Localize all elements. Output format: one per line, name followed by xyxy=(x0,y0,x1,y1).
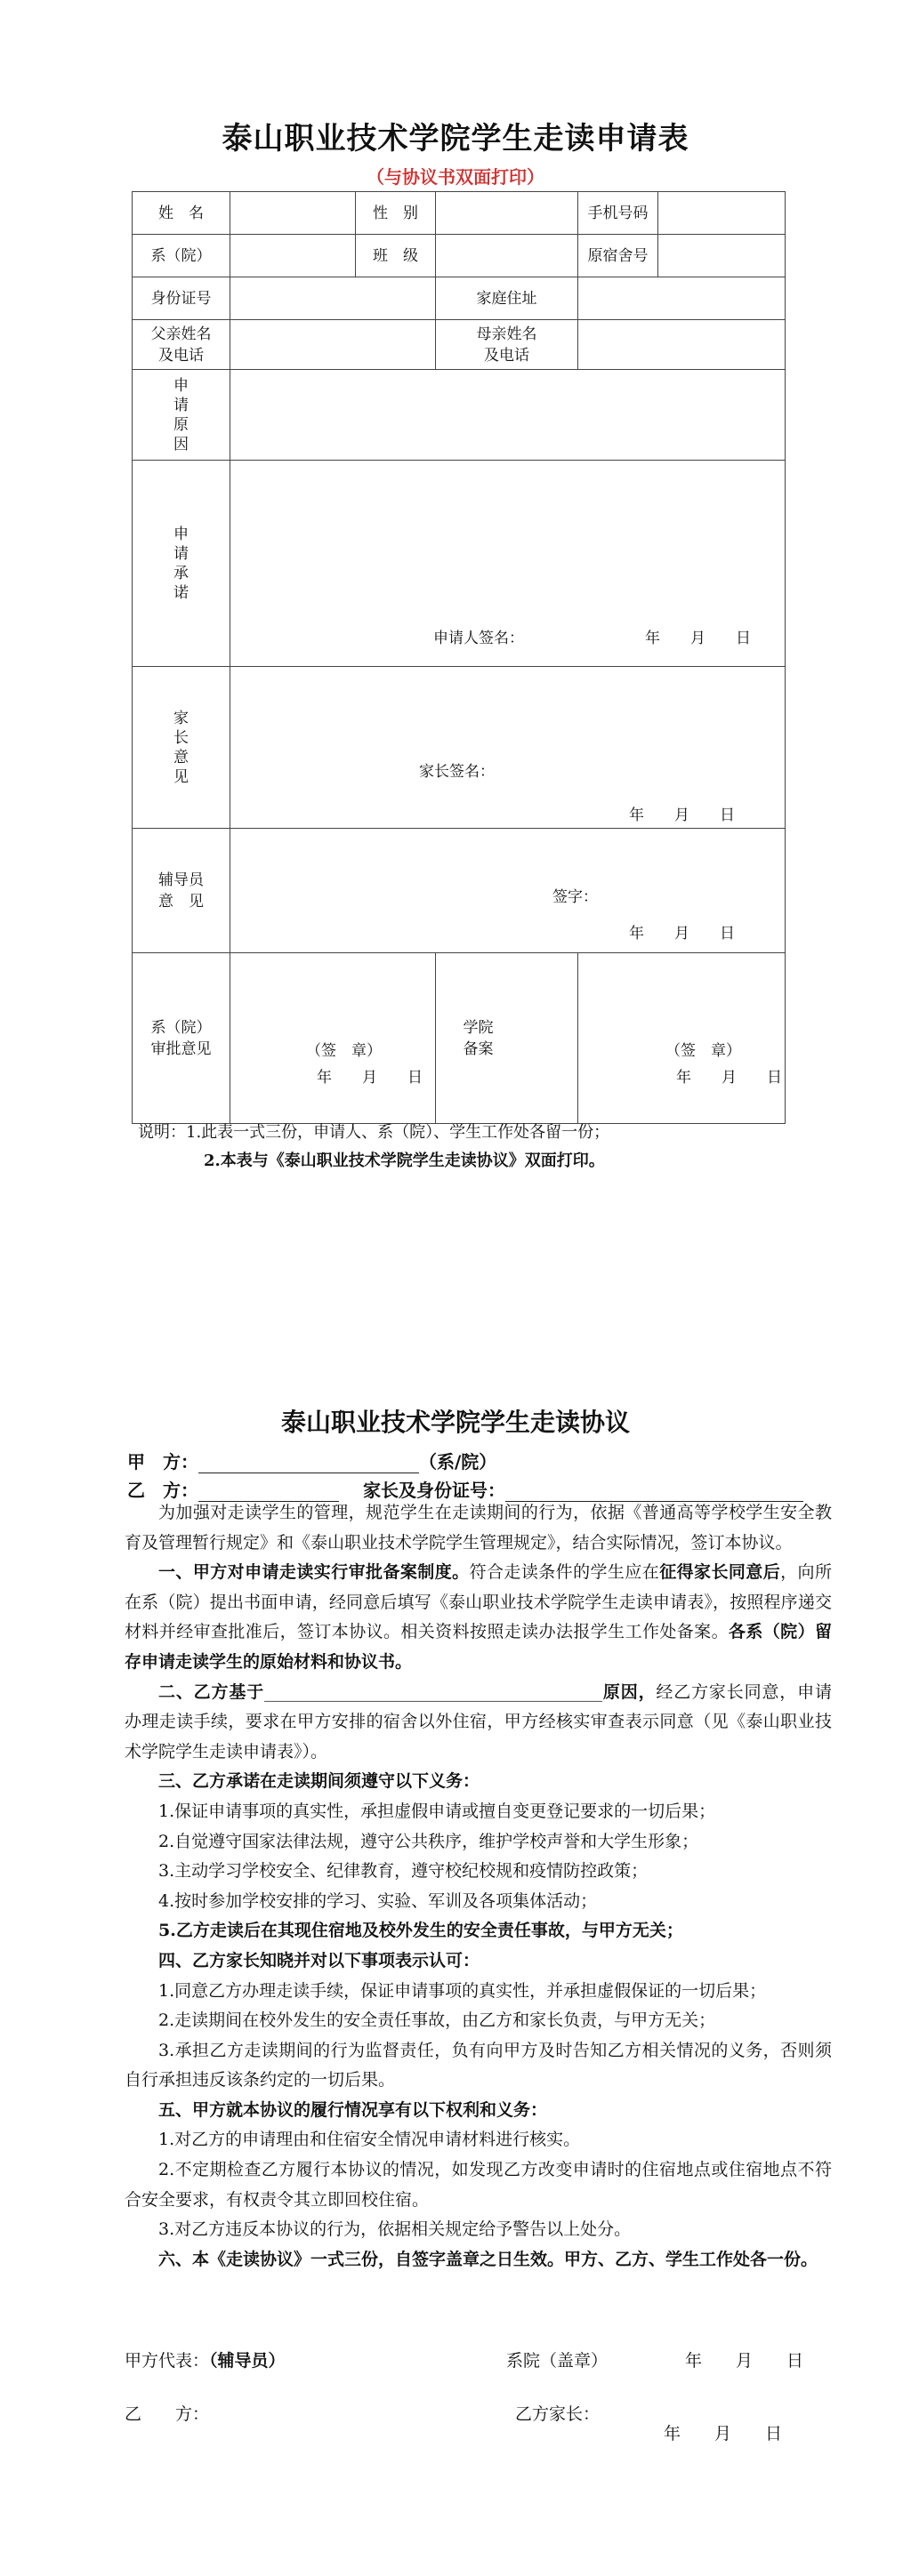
college-record-line2: 备案 xyxy=(463,1039,494,1058)
agreement-date: 年 月 日 xyxy=(685,2351,804,2371)
reason-char: 原 xyxy=(173,415,189,434)
home-address-label: 家庭住址 xyxy=(436,277,578,320)
gender-field[interactable] xyxy=(436,192,578,235)
paragraph-text: 为加强对走读学生的管理，规范学生在走读期间的行为，依据《普通高等学校学生安全教育及管理暂行规定》和《泰山职业技术学院学生管理规定》，结合实际情况，签订本协议。 xyxy=(125,1503,832,1553)
dept-approval-label xyxy=(133,953,230,1124)
paragraph-text: 3.主动学习学校安全、纪律教育，遵守校纪校规和疫情防控政策； xyxy=(158,1861,649,1882)
parent-opinion-label xyxy=(133,667,230,829)
paragraph-text: 5.乙方走读后在其现住宿地及校外发生的安全责任事故，与甲方无关； xyxy=(158,1921,683,1941)
applicant-signature-label: 申请人签名： xyxy=(433,630,524,647)
note-2: 2.本表与《泰山职业技术学院学生走读协议》双面打印。 xyxy=(204,1152,605,1170)
class-field[interactable] xyxy=(436,235,578,277)
reason-char: 因 xyxy=(173,435,189,453)
paragraph-text: 2.走读期间在校外发生的安全责任事故，由乙方和家长负责，与甲方无关； xyxy=(158,2010,716,2031)
father-field[interactable] xyxy=(230,320,436,370)
dorm-field[interactable] xyxy=(658,235,786,277)
agreement-date-2: 年 月 日 xyxy=(664,2424,783,2444)
parent-opinion-char: 长 xyxy=(173,728,189,747)
agreement-paragraph xyxy=(125,2036,832,2096)
parent-opinion-field[interactable] xyxy=(230,667,786,829)
paragraph-text: 3.对乙方违反本协议的行为，依据相关规定给予警告以上处分。 xyxy=(158,2219,632,2240)
parent-opinion-char: 见 xyxy=(173,767,189,786)
party-a-field[interactable] xyxy=(198,1453,419,1473)
party-a-suffix: （系/院） xyxy=(419,1451,497,1473)
commitment-field[interactable] xyxy=(230,461,786,667)
father-label xyxy=(133,320,230,370)
agreement-paragraph xyxy=(125,1498,832,1558)
party-b-sign-label: 乙 方： xyxy=(125,2404,210,2424)
applicant-date: 年 月 日 xyxy=(645,630,751,647)
mother-field[interactable] xyxy=(578,320,786,370)
agreement-paragraph xyxy=(125,2155,832,2215)
rep-a-role: （辅导员） xyxy=(209,2351,286,2371)
agreement-paragraph xyxy=(125,1916,832,1946)
parent-opinion-char: 家 xyxy=(173,709,189,727)
reason-label xyxy=(133,370,230,461)
agreement-paragraph xyxy=(125,2125,832,2155)
party-a-line xyxy=(127,1448,496,1473)
dept-seal: （签 章） xyxy=(306,1042,382,1060)
paragraph-text: 1.同意乙方办理走读手续，保证申请事项的真实性，并承担虚假保证的一切后果； xyxy=(158,1980,767,2001)
paragraph-text: 五、甲方就本协议的履行情况享有以下权利和义务： xyxy=(158,2099,548,2120)
parent-sign-label: 乙方家长： xyxy=(515,2404,601,2424)
paragraph-text: 经乙方家长同意，申请办理走读手续，要求在甲方安排的宿舍以外住宿，甲方经核实审查表示同意（见《泰山职业技术学院学生走读申请表》）。 xyxy=(125,1681,832,1761)
agreement-paragraph xyxy=(125,2096,832,2126)
agreement-body xyxy=(125,1498,832,2275)
paragraph-text: 三、乙方承诺在走读期间须遵守以下义务： xyxy=(158,1771,480,1792)
paragraph-text: 3.承担乙方走读期间的行为监督责任，负有向甲方及时告知乙方相关情况的义务，否则须自行承担违反该条约定的一切后果。 xyxy=(125,2040,832,2090)
agreement-paragraph xyxy=(125,1797,832,1827)
party-b-label: 乙 方： xyxy=(127,1480,198,1501)
dept-seal-label: 系院（盖章） xyxy=(506,2351,609,2371)
father-label-line2: 及电话 xyxy=(158,346,204,365)
agreement-paragraph xyxy=(125,2245,832,2275)
commitment-char: 诺 xyxy=(173,583,189,602)
id-number-label: 身份证号 xyxy=(133,277,230,320)
reason-char: 请 xyxy=(173,396,189,414)
counselor-label-line1: 辅导员 xyxy=(158,871,204,889)
paragraph-text: 2.自觉遵守国家法律法规，遵守公共秩序，维护学校声誉和大学生形象； xyxy=(158,1831,699,1851)
reason-field[interactable] xyxy=(230,370,786,461)
form-subtitle: （与协议书双面打印） xyxy=(367,166,544,188)
dept-approval-line2: 审批意见 xyxy=(150,1039,212,1058)
reason-char: 申 xyxy=(173,376,189,395)
dept-approval-line1: 系（院） xyxy=(150,1018,212,1037)
agreement-paragraph xyxy=(125,1946,832,1977)
paragraph-text: 原因， xyxy=(602,1681,657,1702)
name-field[interactable] xyxy=(230,192,356,235)
paragraph-text: 各系（院）留存申请走读学生的原始材料和协议书。 xyxy=(125,1622,832,1672)
home-address-field[interactable] xyxy=(578,277,786,320)
note-1: 说明：1.此表一式三份，申请人、系（院）、学生工作处各留一份； xyxy=(138,1123,610,1142)
class-label: 班 级 xyxy=(356,235,436,277)
paragraph-text: 六、本《走读协议》一式三份，自签字盖章之日生效。甲方、乙方、学生工作处各一份。 xyxy=(158,2249,818,2269)
paragraph-text: 4.按时参加学校安排的学习、实验、军训及各项集体活动； xyxy=(158,1890,598,1911)
mother-label-line1: 母亲姓名 xyxy=(476,325,537,343)
mother-label-line2: 及电话 xyxy=(484,346,529,365)
gender-label: 性 别 xyxy=(356,192,436,235)
commitment-label xyxy=(133,461,230,667)
paragraph-text: 一、甲方对申请走读实行审批备案制度。 xyxy=(158,1562,470,1583)
agreement-paragraph xyxy=(125,2215,832,2245)
agreement-title: 泰山职业技术学院学生走读协议 xyxy=(280,1408,630,1437)
dept-approval-field[interactable] xyxy=(230,953,436,1124)
id-number-field[interactable] xyxy=(230,277,436,320)
name-label: 姓 名 xyxy=(133,192,230,235)
college-record-label xyxy=(436,953,578,1124)
paragraph-text: 1.保证申请事项的真实性，承担虚假申请或擅自变更登记要求的一切后果； xyxy=(158,1801,716,1821)
agreement-paragraph xyxy=(125,1827,832,1858)
father-label-line1: 父亲姓名 xyxy=(150,325,212,343)
agreement-paragraph xyxy=(125,1678,832,1768)
commitment-char: 申 xyxy=(173,525,189,543)
rep-a xyxy=(125,2347,286,2371)
parent-date: 年 月 日 xyxy=(629,807,735,824)
agreement-paragraph xyxy=(125,1887,832,1917)
mother-label xyxy=(436,320,578,370)
paragraph-text: 征得家长同意后 xyxy=(659,1562,781,1583)
paragraph-text: 符合走读条件的学生应在 xyxy=(469,1562,660,1583)
phone-label: 手机号码 xyxy=(578,192,658,235)
college-date: 年 月 日 xyxy=(676,1069,782,1087)
commitment-char: 请 xyxy=(173,544,189,563)
paragraph-text: 二、乙方基于 xyxy=(158,1681,265,1702)
agreement-paragraph xyxy=(125,1977,832,2007)
paragraph-text: 2.不定期检查乙方履行本协议的情况，如发现乙方改变申请时的住宿地点或住宿地点不符合安全要求，有权责令其立即回校住宿。 xyxy=(125,2160,832,2210)
parent-opinion-char: 意 xyxy=(173,748,189,766)
department-label: 系（院） xyxy=(133,235,230,277)
agreement-paragraph xyxy=(125,2006,832,2036)
college-record-line1: 学院 xyxy=(463,1018,494,1037)
application-table xyxy=(132,191,786,1124)
parent-id-label: 家长及身份证号： xyxy=(362,1480,505,1501)
agreement-paragraph xyxy=(125,1857,832,1887)
agreement-paragraph xyxy=(125,1767,832,1797)
counselor-signature-label: 签字： xyxy=(552,888,598,906)
form-notes xyxy=(138,1119,609,1176)
counselor-label-line2: 意 见 xyxy=(158,892,204,911)
paragraph-text: 四、乙方家长知晓并对以下事项表示认可： xyxy=(158,1950,480,1970)
department-field[interactable] xyxy=(230,235,356,277)
paragraph-text: 1.对乙方的申请理由和住宿安全情况申请材料进行核实。 xyxy=(158,2130,581,2150)
counselor-label xyxy=(133,829,230,953)
college-seal: （签 章） xyxy=(665,1042,741,1060)
counselor-date: 年 月 日 xyxy=(629,925,735,943)
college-record-field[interactable] xyxy=(578,953,786,1124)
agreement-paragraph xyxy=(125,1558,832,1677)
rep-a-label: 甲方代表： xyxy=(125,2351,210,2371)
paragraph-text: ，向所在系（院）提出书面申请，经同意后填写《泰山职业技术学院学生走读申请表》，按照程序递交材料并经审查批准后，签订本协议。相关资料按照走读办法报学生工作处备案。 xyxy=(125,1562,832,1642)
dorm-label: 原宿舍号 xyxy=(578,235,658,277)
paragraph-text: ________________________________________ xyxy=(264,1681,603,1702)
dept-date: 年 月 日 xyxy=(317,1069,423,1087)
parent-signature-label: 家长签名： xyxy=(419,763,495,781)
commitment-char: 承 xyxy=(173,564,189,582)
counselor-field[interactable] xyxy=(230,829,786,953)
phone-field[interactable] xyxy=(658,192,786,235)
form-title: 泰山职业技术学院学生走读申请表 xyxy=(222,121,689,156)
party-a-label: 甲 方： xyxy=(127,1451,198,1473)
